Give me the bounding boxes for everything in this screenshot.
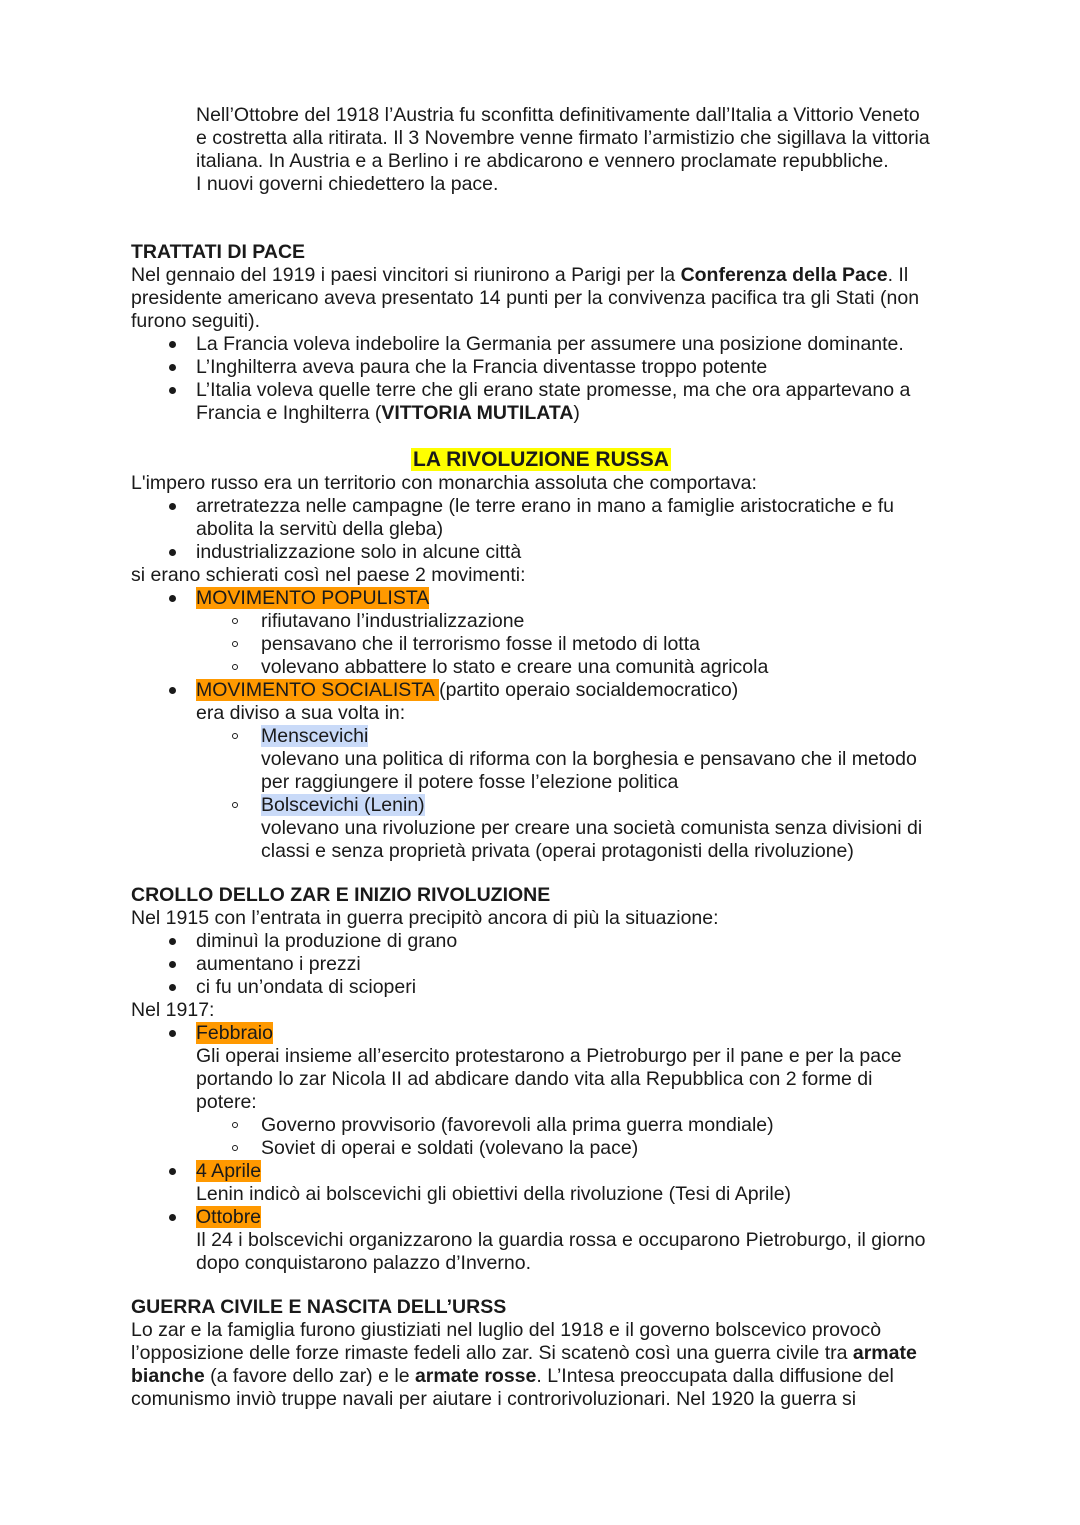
- rivoluzione-bullet-arretratezza: arretratezza nelle campagne (le terre erano in mano a famiglie aristocratiche e fu: [131, 495, 951, 518]
- crollo-section: [131, 884, 951, 1275]
- guerra-line-1: Lo zar e la famiglia furono giustiziati nel luglio del 1918 e il governo bolscevico provocò: [131, 1319, 882, 1341]
- trattati-bullet-italia: L’Italia voleva quelle terre che gli erano state promesse, ma che ora appartevano a: [131, 379, 951, 402]
- intro-line-1: Nell’Ottobre del 1918 l’Austria fu sconfitta definitivamente dall’Italia a Vittorio Veneto: [196, 104, 920, 126]
- febbraio-sub-2: Soviet di operai e soldati (volevano la pace): [131, 1137, 951, 1160]
- trattati-para-line-2: presidente americano aveva presentato 14 punti per la convivenza pacifica tra gli Stati (non: [131, 287, 920, 309]
- febbraio-desc-3: potere:: [196, 1091, 257, 1113]
- ottobre-label: Ottobre: [131, 1206, 951, 1229]
- febbraio-label: Febbraio: [131, 1022, 951, 1045]
- page-title: LA RIVOLUZIONE RUSSA: [413, 448, 669, 471]
- ottobre-desc-1: Il 24 i bolscevichi organizzarono la guardia rossa e occuparono Pietroburgo, il giorno: [196, 1229, 926, 1251]
- aprile-desc: Lenin indicò ai bolscevichi gli obiettivi della rivoluzione (Tesi di Aprile): [196, 1183, 792, 1205]
- menscevichi-desc-2: per raggiungere il potere fosse l’elezione politica: [261, 771, 679, 793]
- febbraio-desc-2: portando lo zar Nicola II ad abdicare dando vita alla Repubblica con 2 forme di: [196, 1068, 873, 1090]
- section-heading-guerra: GUERRA CIVILE E NASCITA DELL’URSS: [131, 1296, 507, 1318]
- trattati-section: [131, 241, 951, 425]
- guerra-line-3: bianche (a favore dello zar) e le armate rosse. L’Intesa preoccupata dalla diffusione del: [131, 1365, 894, 1387]
- crollo-year: Nel 1917:: [131, 999, 215, 1021]
- bolscevichi-desc-1: volevano una rivoluzione per creare una società comunista senza divisioni di: [261, 817, 923, 839]
- guerra-line-2: l’opposizione delle forze rimaste fedeli allo zar. Si scatenò così una guerra civile tra armate: [131, 1342, 917, 1364]
- movimento-socialista: MOVIMENTO SOCIALISTA (partito operaio socialdemocratico): [131, 679, 951, 702]
- socialista-diviso: era diviso a sua volta in:: [196, 702, 406, 724]
- crollo-intro: Nel 1915 con l’entrata in guerra precipitò ancora di più la situazione:: [131, 907, 719, 929]
- crollo-bullet-1: diminuì la produzione di grano: [131, 930, 951, 953]
- guerra-line-4: comunismo inviò truppe navali per aiutare i controrivoluzionari. Nel 1920 la guerra si: [131, 1388, 857, 1410]
- febbraio-desc-1: Gli operai insieme all’esercito protestarono a Pietroburgo per il pane e per la pace: [196, 1045, 902, 1067]
- trattati-bullet-francia: La Francia voleva indebolire la Germania per assumere una posizione dominante.: [131, 333, 951, 356]
- populista-item-2: pensavano che il terrorismo fosse il metodo di lotta: [131, 633, 951, 656]
- section-heading-crollo: CROLLO DELLO ZAR E INIZIO RIVOLUZIONE: [131, 884, 551, 906]
- intro-line-2: e costretta alla ritirata. Il 3 Novembre venne firmato l’armistizio che sigillava la vittoria: [196, 127, 930, 149]
- rivoluzione-bullet-arretratezza-cont: abolita la servitù della gleba): [196, 518, 444, 540]
- crollo-bullet-2: aumentano i prezzi: [131, 953, 951, 976]
- populista-item-3: volevano abbattere lo stato e creare una comunità agricola: [131, 656, 951, 679]
- movimento-populista: MOVIMENTO POPULISTA: [131, 587, 951, 610]
- trattati-bullet-inghilterra: L’Inghilterra aveva paura che la Francia diventasse troppo potente: [131, 356, 951, 379]
- rivoluzione-movimenti-intro: si erano schierati così nel paese 2 movimenti:: [131, 564, 526, 586]
- bolscevichi-desc-2: classi e senza proprietà privata (operai protagonisti della rivoluzione): [261, 840, 854, 862]
- trattati-bullet-italia-cont: Francia e Inghilterra (VITTORIA MUTILATA): [196, 402, 580, 424]
- rivoluzione-title-row: [131, 448, 951, 472]
- crollo-bullet-3: ci fu un’ondata di scioperi: [131, 976, 951, 999]
- guerra-section: [131, 1296, 951, 1411]
- rivoluzione-section: [131, 448, 951, 863]
- ottobre-desc-2: dopo conquistarono palazzo d’Inverno.: [196, 1252, 531, 1274]
- section-heading-trattati: TRATTATI DI PACE: [131, 241, 306, 263]
- populista-item-1: rifiutavano l’industrializzazione: [131, 610, 951, 633]
- intro-line-3: italiana. In Austria e a Berlino i re abdicarono e vennero proclamate repubbliche.: [196, 150, 889, 172]
- intro-section: [196, 104, 956, 196]
- menscevichi-desc-1: volevano una politica di riforma con la borghesia e pensavano che il metodo: [261, 748, 917, 770]
- aprile-label: 4 Aprile: [131, 1160, 951, 1183]
- febbraio-sub-1: Governo provvisorio (favorevoli alla prima guerra mondiale): [131, 1114, 951, 1137]
- intro-line-4: I nuovi governi chiedettero la pace.: [196, 173, 499, 195]
- bolscevichi-label: Bolscevichi (Lenin): [131, 794, 951, 817]
- trattati-para-line-3: furono seguiti).: [131, 310, 260, 332]
- rivoluzione-bullet-industrializzazione: industrializzazione solo in alcune città: [131, 541, 951, 564]
- menscevichi-label: Menscevichi: [131, 725, 951, 748]
- trattati-para-line-1: Nel gennaio del 1919 i paesi vincitori si riunirono a Parigi per la Conferenza della Pace. Il: [131, 264, 909, 286]
- rivoluzione-intro: L'impero russo era un territorio con monarchia assoluta che comportava:: [131, 472, 757, 494]
